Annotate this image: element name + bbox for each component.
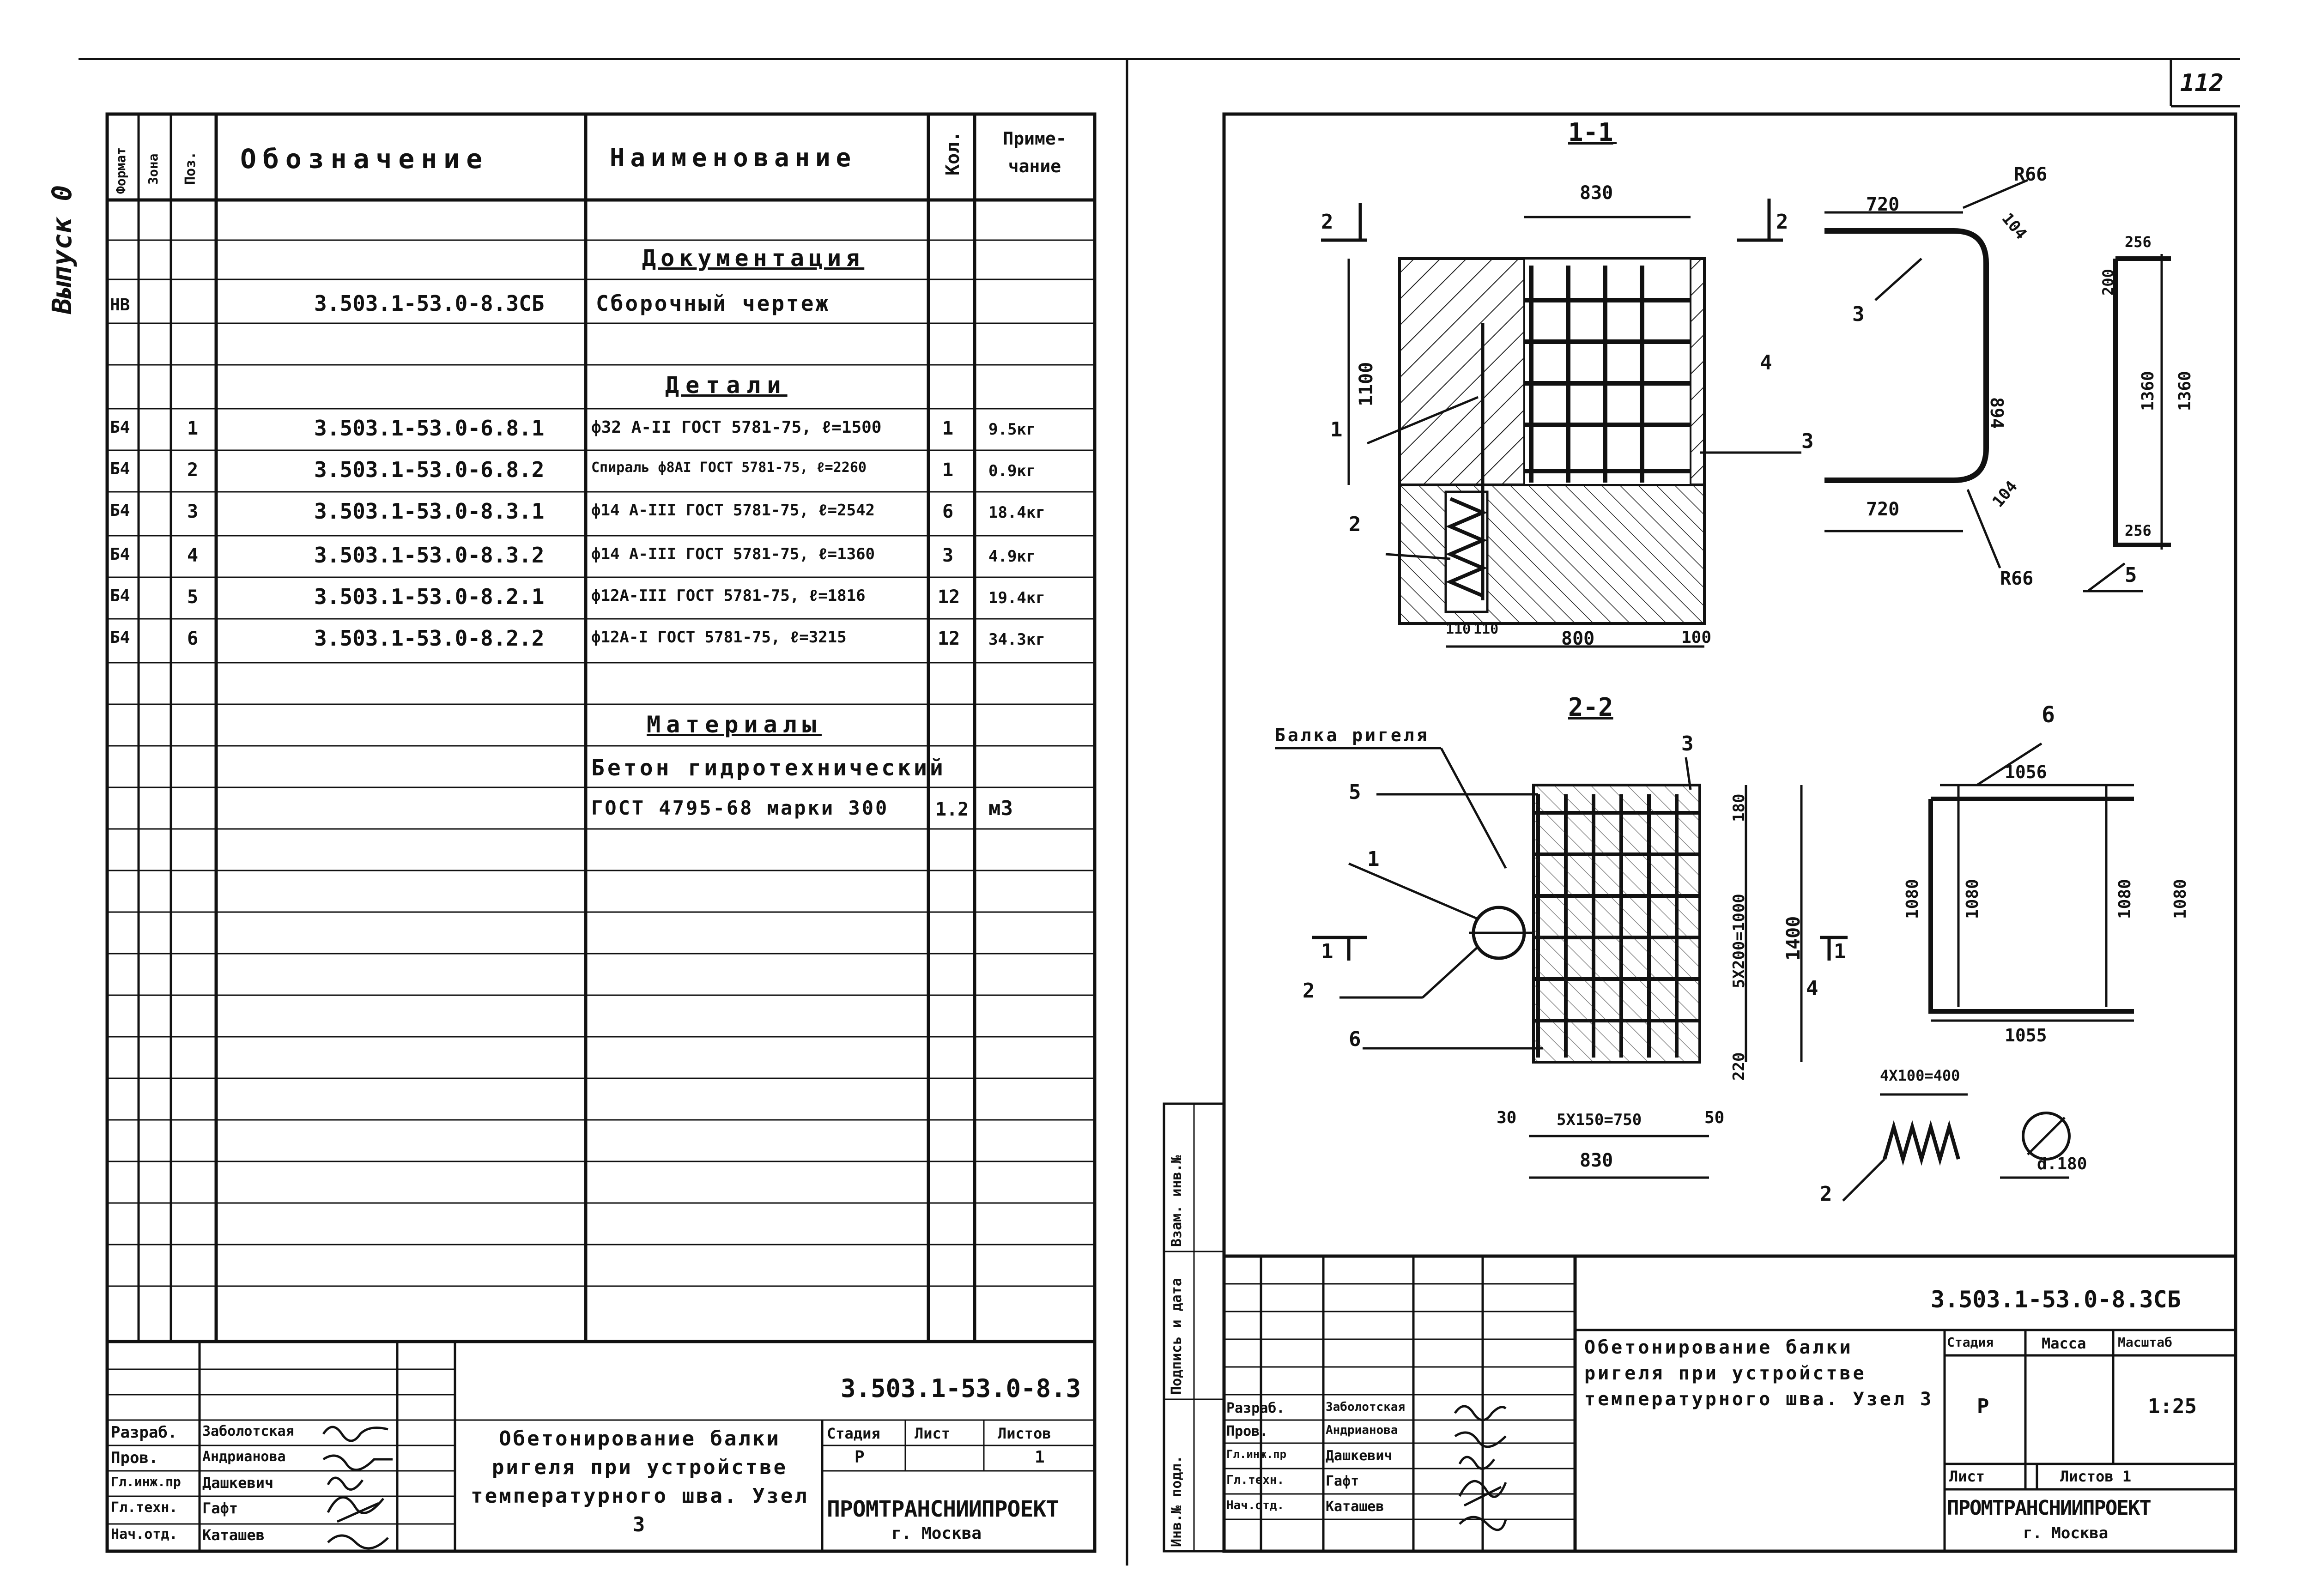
pos-label-1-22: 1 bbox=[1367, 847, 1380, 871]
pos-label-3-22: 3 bbox=[1681, 732, 1694, 756]
left-city: г. Москва bbox=[891, 1524, 982, 1543]
dim-1080c: 1080 bbox=[2115, 879, 2134, 919]
left-stage: Р bbox=[855, 1448, 865, 1467]
right-scale: 1:25 bbox=[2148, 1395, 2197, 1418]
right-name-2: Дашкевич bbox=[1326, 1448, 1393, 1464]
beam-label: Балка ригеля bbox=[1275, 725, 1430, 745]
dim-180: 180 bbox=[1730, 793, 1748, 822]
row-name: ф14 А-III ГОСТ 5781-75, ℓ=1360 bbox=[591, 545, 875, 563]
dim-200: 200 bbox=[2099, 269, 2117, 296]
dim-256b: 256 bbox=[2125, 522, 2152, 539]
right-org: ПРОМТРАНСНИИПРОЕКТ bbox=[1947, 1496, 2151, 1520]
dim-1360a: 1360 bbox=[2139, 371, 2158, 411]
left-sheets-label: Листов bbox=[998, 1425, 1051, 1442]
header-designation: Обозначение bbox=[240, 143, 489, 175]
dim-1100: 1100 bbox=[1356, 362, 1377, 406]
right-mass-label: Масса bbox=[2042, 1335, 2086, 1352]
dim-830: 830 bbox=[1580, 182, 1613, 204]
row-designation: 3.503.1-53.0-8.3.1 bbox=[314, 499, 545, 524]
doc-format: НВ bbox=[110, 296, 130, 314]
right-doc-code: 3.503.1-53.0-8.3СБ bbox=[1931, 1286, 2181, 1313]
header-format: Формат bbox=[113, 147, 128, 194]
left-stage-label: Стадия bbox=[827, 1425, 880, 1442]
dim-800: 800 bbox=[1561, 628, 1595, 649]
left-role-3: Гл.техн. bbox=[111, 1499, 178, 1516]
right-name-0: Заболотская bbox=[1326, 1400, 1406, 1414]
right-title: Обетонирование балки ригеля при устройстве температурного шва. Узел 3 bbox=[1584, 1337, 1934, 1410]
header-qty: Кол. bbox=[942, 131, 964, 175]
dim-4x100: 4Х100=400 bbox=[1880, 1067, 1960, 1084]
row-pos: 2 bbox=[187, 459, 199, 481]
dim-1360b: 1360 bbox=[2176, 371, 2194, 411]
row-qty: 1 bbox=[942, 418, 954, 439]
header-note: Приме-чание bbox=[1003, 128, 1067, 176]
dim-110b: 110 bbox=[1473, 621, 1499, 637]
dim-104a: 104 bbox=[1998, 209, 2030, 243]
right-stage: Р bbox=[1977, 1395, 1989, 1418]
dim-r66a: R66 bbox=[2014, 164, 2048, 185]
row-qty: 6 bbox=[942, 501, 954, 522]
pos-label-2: 2 bbox=[1349, 513, 1361, 536]
left-sheet-label: Лист bbox=[915, 1425, 951, 1442]
dim-1055: 1055 bbox=[2005, 1025, 2047, 1046]
row-pos: 4 bbox=[187, 545, 199, 566]
dim-830b: 830 bbox=[1580, 1150, 1613, 1171]
row-note: 9.5кг bbox=[988, 420, 1036, 439]
row-pos: 3 bbox=[187, 501, 199, 522]
pos-label-6: 6 bbox=[2042, 702, 2055, 728]
left-sheets: 1 bbox=[1035, 1448, 1045, 1467]
pos-label-5-22: 5 bbox=[1349, 780, 1361, 804]
row-note: 18.4кг bbox=[988, 503, 1045, 522]
cut-mark-1-right: 1 bbox=[1834, 940, 1846, 963]
left-name-1: Андрианова bbox=[202, 1449, 286, 1465]
row-name: ф32 А-II ГОСТ 5781-75, ℓ=1500 bbox=[591, 418, 882, 437]
left-role-0: Разраб. bbox=[111, 1423, 177, 1442]
row-note: 34.3кг bbox=[988, 630, 1045, 649]
row-name: Спираль ф8АI ГОСТ 5781-75, ℓ=2260 bbox=[591, 459, 867, 476]
pos-label-2-spiral: 2 bbox=[1820, 1182, 1832, 1206]
pos-label-5: 5 bbox=[2125, 563, 2137, 587]
row-designation: 3.503.1-53.0-8.2.1 bbox=[314, 584, 545, 609]
doc-name: Сборочный чертеж bbox=[596, 291, 830, 316]
dim-r66b: R66 bbox=[2000, 568, 2034, 589]
row-designation: 3.503.1-53.0-8.3.2 bbox=[314, 543, 545, 568]
row-qty: 1 bbox=[942, 459, 954, 481]
right-scale-label: Масштаб bbox=[2118, 1335, 2173, 1350]
row-pos: 5 bbox=[187, 586, 199, 608]
page-number: 112 bbox=[2180, 69, 2224, 97]
left-name-2: Дашкевич bbox=[202, 1474, 274, 1492]
section-title-1-1: 1-1 bbox=[1568, 118, 1613, 147]
pos-label-3: 3 bbox=[1801, 429, 1814, 453]
right-city: г. Москва bbox=[2023, 1524, 2109, 1542]
dim-720a: 720 bbox=[1866, 194, 1900, 215]
row-format: Б4 bbox=[110, 501, 130, 520]
row-format: Б4 bbox=[110, 586, 130, 605]
dim-5x150: 5Х150=750 bbox=[1557, 1111, 1642, 1129]
vypusk-label: Выпуск 0 bbox=[46, 185, 78, 314]
right-stage-label: Стадия bbox=[1947, 1335, 1994, 1350]
dim-30: 30 bbox=[1497, 1108, 1517, 1127]
left-name-4: Каташев bbox=[202, 1526, 265, 1544]
right-role-0: Разраб. bbox=[1226, 1400, 1285, 1416]
header-name: Наименование bbox=[610, 143, 857, 172]
dim-720b: 720 bbox=[1866, 499, 1900, 520]
right-sheet-label: Лист bbox=[1949, 1468, 1985, 1485]
row-note: 0.9кг bbox=[988, 462, 1036, 480]
left-doc-code: 3.503.1-53.0-8.3 bbox=[841, 1374, 1081, 1403]
side-stamp-0: Инв.№ подл. bbox=[1169, 1455, 1185, 1547]
right-role-4: Нач.отд. bbox=[1226, 1499, 1285, 1512]
dim-1400: 1400 bbox=[1783, 916, 1804, 961]
row-designation: 3.503.1-53.0-8.2.2 bbox=[314, 626, 545, 651]
right-sheets-label: Листов 1 bbox=[2060, 1468, 2132, 1485]
signature-scribbles-right bbox=[1450, 1395, 1510, 1533]
row-qty: 3 bbox=[942, 545, 954, 566]
section-title-2-2: 2-2 bbox=[1568, 693, 1613, 722]
dim-1080a: 1080 bbox=[1903, 879, 1922, 919]
row-qty: 12 bbox=[938, 586, 960, 608]
material-qty: 1.2 bbox=[935, 799, 969, 820]
row-format: Б4 bbox=[110, 459, 130, 478]
pos-label-3-bar: 3 bbox=[1852, 302, 1865, 326]
row-designation: 3.503.1-53.0-6.8.1 bbox=[314, 416, 545, 441]
left-name-3: Гафт bbox=[202, 1499, 238, 1517]
dim-100: 100 bbox=[1681, 628, 1712, 647]
cut-mark-2-left: 2 bbox=[1321, 210, 1333, 234]
dim-894: 894 bbox=[1987, 397, 2007, 429]
pos-label-4: 4 bbox=[1760, 351, 1772, 375]
section-documentation: Документация bbox=[642, 245, 865, 272]
dim-d180: d.180 bbox=[2037, 1155, 2087, 1173]
row-format: Б4 bbox=[110, 418, 130, 437]
right-role-1: Пров. bbox=[1226, 1423, 1268, 1439]
dim-1080d: 1080 bbox=[2171, 879, 2190, 919]
dim-5x200: 5Х200=1000 bbox=[1730, 894, 1748, 988]
cut-mark-2-right: 2 bbox=[1776, 210, 1788, 234]
dim-110a: 110 bbox=[1446, 621, 1471, 637]
pos-label-1: 1 bbox=[1330, 418, 1343, 441]
dim-50: 50 bbox=[1704, 1108, 1725, 1127]
dim-1056: 1056 bbox=[2005, 762, 2047, 782]
right-role-3: Гл.техн. bbox=[1226, 1473, 1285, 1487]
row-qty: 12 bbox=[938, 628, 960, 649]
material-line-1: Бетон гидротехнический bbox=[591, 755, 946, 781]
dim-1080b: 1080 bbox=[1963, 879, 1982, 919]
section-materials: Материалы bbox=[647, 711, 822, 738]
right-role-2: Гл.инж.пр bbox=[1226, 1448, 1287, 1461]
pos-label-4-22: 4 bbox=[1806, 977, 1818, 1000]
left-org: ПРОМТРАНСНИИПРОЕКТ bbox=[827, 1496, 1059, 1522]
doc-designation: 3.503.1-53.0-8.3СБ bbox=[314, 291, 545, 316]
right-name-1: Андрианова bbox=[1326, 1423, 1398, 1437]
signature-scribbles-left bbox=[319, 1420, 397, 1552]
left-title: Обетонирование балки ригеля при устройстве температурного шва. Узел 3 bbox=[471, 1427, 809, 1536]
row-name: ф12А-I ГОСТ 5781-75, ℓ=3215 bbox=[591, 628, 847, 647]
row-format: Б4 bbox=[110, 628, 130, 647]
pos-label-2-22: 2 bbox=[1303, 979, 1315, 1003]
row-note: 4.9кг bbox=[988, 547, 1036, 566]
dim-256a: 256 bbox=[2125, 233, 2152, 251]
row-name: ф12А-III ГОСТ 5781-75, ℓ=1816 bbox=[591, 586, 866, 605]
material-line-2: ГОСТ 4795-68 марки 300 bbox=[591, 797, 889, 819]
material-unit: м3 bbox=[988, 797, 1013, 820]
right-name-3: Гафт bbox=[1326, 1473, 1359, 1489]
right-name-4: Каташев bbox=[1326, 1499, 1384, 1515]
left-role-1: Пров. bbox=[111, 1449, 158, 1467]
section-details: Детали bbox=[665, 372, 788, 399]
row-name: ф14 А-III ГОСТ 5781-75, ℓ=2542 bbox=[591, 501, 875, 520]
row-pos: 1 bbox=[187, 418, 199, 439]
pos-label-6-22: 6 bbox=[1349, 1028, 1361, 1051]
row-designation: 3.503.1-53.0-6.8.2 bbox=[314, 457, 545, 482]
side-stamp-1: Подпись и дата bbox=[1169, 1278, 1185, 1395]
row-pos: 6 bbox=[187, 628, 199, 649]
left-role-2: Гл.инж.пр bbox=[111, 1474, 181, 1489]
dim-220: 220 bbox=[1730, 1052, 1748, 1081]
header-pos: Поз. bbox=[182, 151, 199, 185]
left-name-0: Заболотская bbox=[202, 1423, 294, 1439]
dim-104b: 104 bbox=[1988, 477, 2021, 511]
row-note: 19.4кг bbox=[988, 589, 1045, 607]
cut-mark-1-left: 1 bbox=[1321, 940, 1333, 963]
left-role-4: Нач.отд. bbox=[111, 1526, 178, 1542]
header-zone: Зона bbox=[145, 153, 161, 185]
side-stamp-2: Взам. инв.№ bbox=[1169, 1155, 1185, 1247]
row-format: Б4 bbox=[110, 545, 130, 564]
